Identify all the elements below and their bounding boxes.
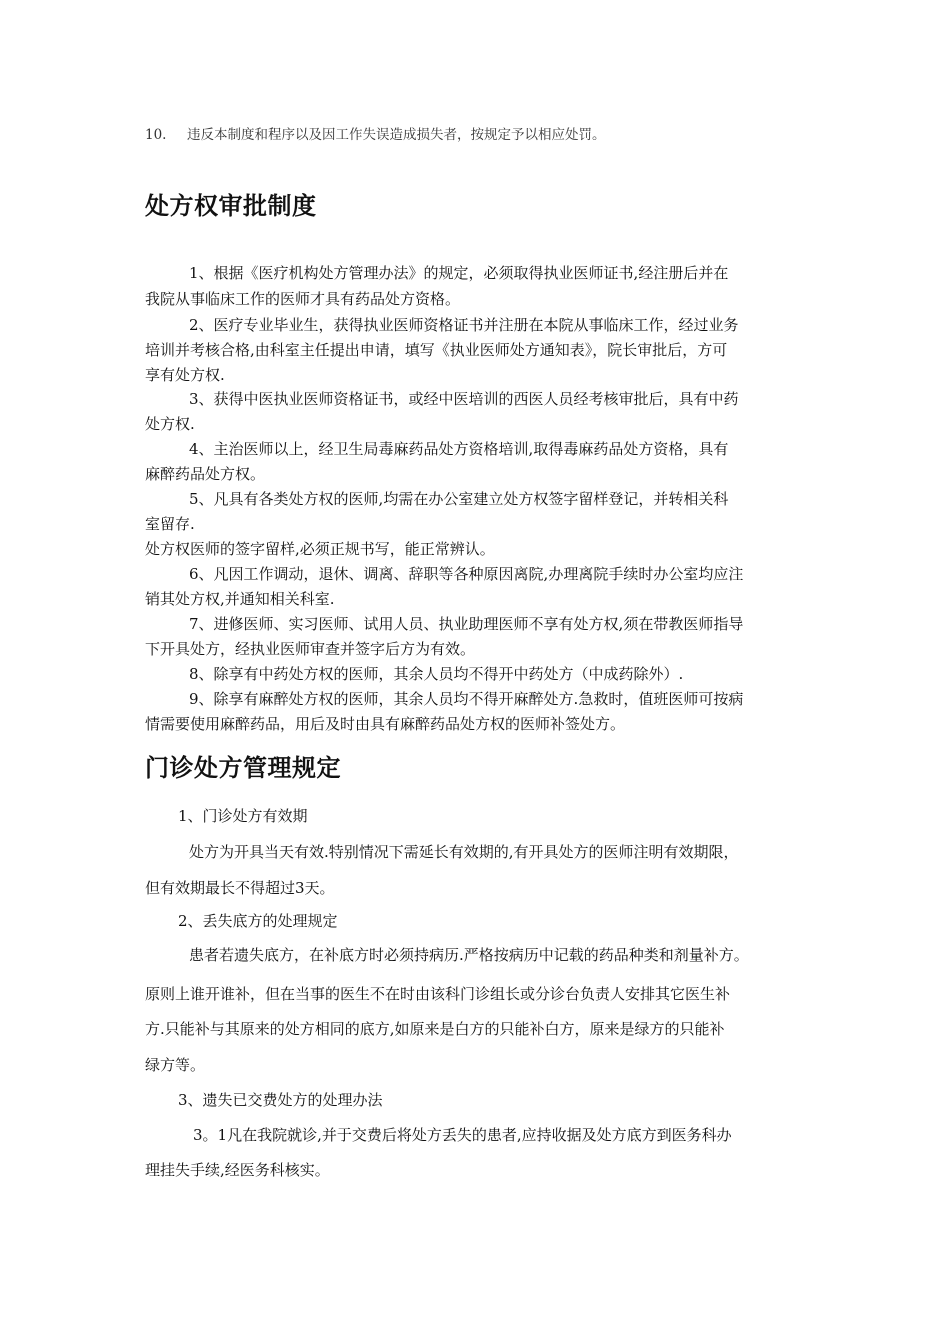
paragraph-line: 8、除享有中药处方权的医师，其余人员均不得开中药处方（中成药除外）. [189,665,684,683]
paragraph-line: 3。1凡在我院就诊,并于交费后将处方丢失的患者,应持收据及处方底方到医务科办 [193,1126,732,1144]
paragraph-line: 6、凡因工作调动，退休、调离、辞职等各种原因离院,办理离院手续时办公室均应注 [189,565,744,583]
paragraph-line: 绿方等。 [145,1056,206,1074]
subheading-line: 2、丢失底方的处理规定 [178,912,338,930]
paragraph-line: 我院从事临床工作的医师才具有药品处方资格。 [145,290,461,308]
paragraph-line: 方.只能补与其原来的处方相同的底方,如原来是白方的只能补白方，原来是绿方的只能补 [145,1020,725,1038]
paragraph-line: 享有处方权. [145,366,225,384]
paragraph-line: 4、主治医师以上，经卫生局毒麻药品处方资格培训,取得毒麻药品处方资格，具有 [189,440,729,458]
section-title: 门诊处方管理规定 [145,754,341,782]
paragraph-line: 患者若遗失底方，在补底方时必须持病历.严格按病历中记载的药品种类和剂量补方。 [189,946,749,964]
paragraph-line: 但有效期最长不得超过3天。 [145,879,335,897]
paragraph-line: 销其处方权,并通知相关科室. [145,590,335,608]
paragraph-line: 室留存. [145,515,195,533]
paragraph-line: 2、医疗专业毕业生，获得执业医师资格证书并注册在本院从事临床工作，经过业务 [189,316,739,334]
previous-section-item [145,123,606,143]
paragraph-line: 3、获得中医执业医师资格证书，或经中医培训的西医人员经考核审批后，具有中药 [189,390,739,408]
paragraph-line: 培训并考核合格,由科室主任提出申请，填写《执业医师处方通知表》，院长审批后，方可 [145,341,728,359]
paragraph-line: 原则上谁开谁补，但在当事的医生不在时由该科门诊组长或分诊台负责人安排其它医生补 [145,985,731,1003]
paragraph-line: 5、凡具有各类处方权的医师,均需在办公室建立处方权签字留样登记，并转相关科 [189,490,729,508]
section-title: 处方权审批制度 [145,192,317,220]
subheading-line: 3、遗失已交费处方的处理办法 [178,1091,383,1109]
item-number: 10. [145,127,167,143]
paragraph-line: 麻醉药品处方权。 [145,465,266,483]
paragraph-line: 处方权. [145,415,195,433]
subheading-line: 1、门诊处方有效期 [178,807,308,825]
paragraph-line: 9、除享有麻醉处方权的医师，其余人员均不得开麻醉处方.急救时，值班医师可按病 [189,690,744,708]
paragraph-line: 处方权医师的签字留样,必须正规书写，能正常辨认。 [145,540,495,558]
paragraph-line: 理挂失手续,经医务科核实。 [145,1161,330,1179]
paragraph-line: 1、根据《医疗机构处方管理办法》的规定，必须取得执业医师证书,经注册后并在 [189,264,729,282]
item-text: 违反本制度和程序以及因工作失误造成损失者，按规定予以相应处罚。 [187,127,606,143]
paragraph-line: 下开具处方，经执业医师审查并签字后方为有效。 [145,640,476,658]
paragraph-line: 处方为开具当天有效.特别情况下需延长有效期的,有开具处方的医师注明有效期限， [189,843,739,861]
paragraph-line: 情需要使用麻醉药品，用后及时由具有麻醉药品处方权的医师补签处方。 [145,715,626,733]
paragraph-line: 7、进修医师、实习医师、试用人员、执业助理医师不享有处方权,须在带教医师指导 [189,615,744,633]
